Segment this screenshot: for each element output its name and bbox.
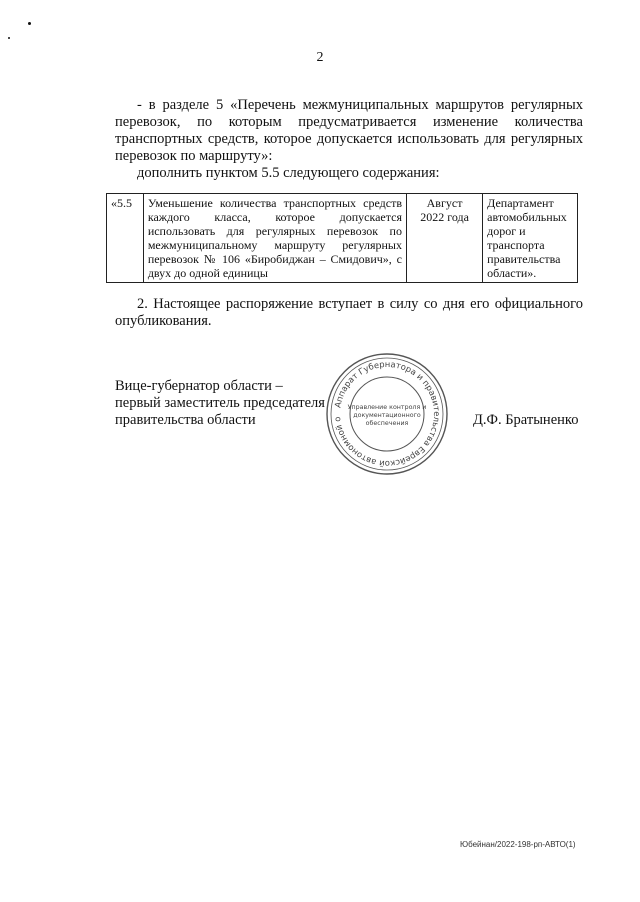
intro-line: - в разделе 5 «Перечень межмуниципальных маршрутов регулярных (137, 97, 583, 113)
seal-graphic (324, 351, 450, 477)
signatory-title-line: первый заместитель председателя (115, 395, 325, 411)
page-number: 2 (316, 50, 324, 65)
amendment-table (106, 193, 578, 283)
signatory-title-line: правительства области (115, 412, 256, 428)
date-month: Август (426, 196, 463, 210)
official-seal (324, 351, 450, 477)
seal-inner-line: обеспечения (365, 420, 409, 427)
seal-inner-line: Управление контроля и (347, 404, 427, 411)
item-description-cell: Уменьшение количества транспортных средств каждого класса, которое допускается использовать для регулярных перевозок по межмуниципальному маршруту регулярных перевозок № 106 «Биробиджан – Смидович», с двух до одной единицы (143, 194, 406, 283)
item2-line: опубликования. (115, 313, 212, 329)
item2-line: 2. Настоящее распоряжение вступает в силу со дня его официального (137, 296, 583, 312)
table-row (107, 194, 578, 283)
item-date-cell (406, 194, 482, 283)
date-year: 2022 года (420, 210, 469, 224)
signatory-title (115, 378, 325, 429)
intro-line: перевозок по маршруту»: (115, 148, 273, 164)
seal-outer-text: Аппарат Губернатора и правительства Еврейской автономной о (332, 358, 443, 470)
intro-line: дополнить пунктом 5.5 следующего содержания: (137, 165, 440, 181)
seal-inner-line: документационного (353, 412, 421, 419)
document-code: Юбейнан/2022-198-рп-АВТО(1) (460, 840, 576, 849)
scan-mark-dot (8, 37, 10, 39)
item2-paragraph (115, 296, 583, 330)
item-department-cell: Департамент автомобильных дорог и транспорта правительства области». (483, 194, 578, 283)
signatory-name: Д.Ф. Братыненко (473, 412, 579, 428)
intro-line: транспортных средств, которое допускается использовать для регулярных (115, 131, 583, 147)
signatory-title-line: Вице-губернатор области – (115, 378, 283, 394)
intro-line: перевозок, по которым предусматривается изменение количества (115, 114, 583, 130)
item-number-cell: «5.5 (107, 194, 144, 283)
scan-mark-dot (28, 22, 31, 25)
intro-paragraph (115, 97, 583, 182)
